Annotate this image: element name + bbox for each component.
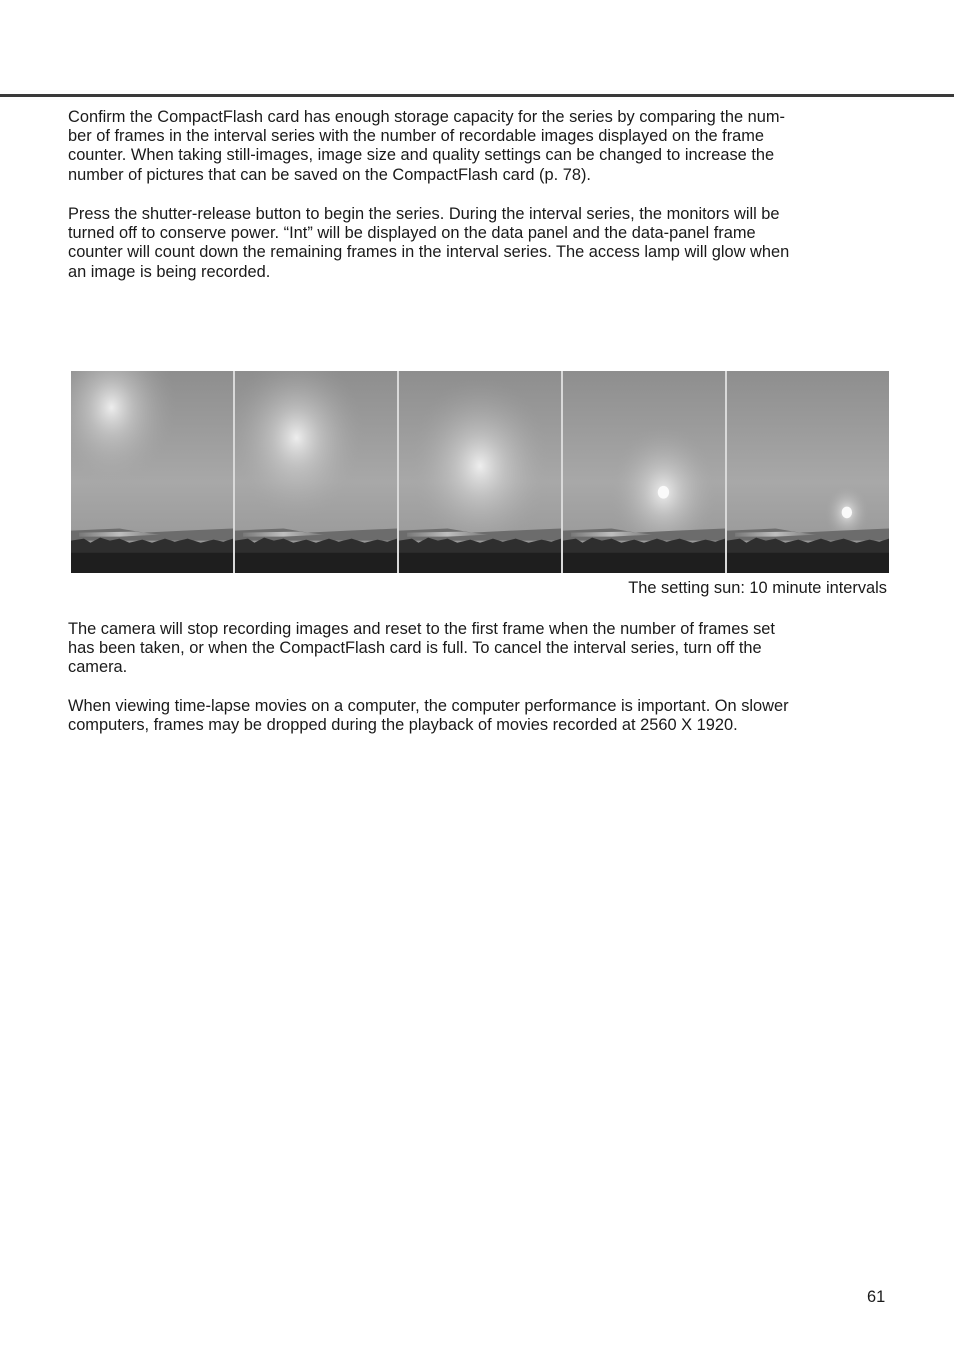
header-rule	[0, 94, 954, 97]
text-line: computers, frames may be dropped during the playback of movies recorded at 2560 X 1920.	[68, 716, 738, 735]
text-line: ber of frames in the interval series with the number of recordable images displayed on the frame	[68, 127, 765, 146]
text-line: has been taken, or when the CompactFlash card is full. To cancel the interval series, turn off the	[68, 639, 762, 658]
text-line: When viewing time-lapse movies on a computer, the computer performance is important. On slower	[68, 697, 789, 715]
text-line: number of pictures that can be saved on the CompactFlash card (p. 78).	[68, 165, 591, 184]
text-line: an image is being recorded.	[68, 262, 271, 281]
sunset-photo-frame	[235, 371, 397, 573]
sunset-photo-strip	[71, 371, 889, 573]
text-line: counter. When taking still-images, image size and quality settings can be changed to increase the	[68, 146, 775, 165]
paragraph-storage-capacity	[68, 108, 888, 185]
paragraph-computer-performance	[68, 697, 888, 735]
sunset-photo-frame	[727, 371, 889, 573]
text-line: Confirm the CompactFlash card has enough storage capacity for the series by comparing the num-	[68, 108, 785, 126]
sunset-photo-frame	[399, 371, 561, 573]
text-line: counter will count down the remaining frames in the interval series. The access lamp will glow when	[68, 243, 790, 262]
text-line: Press the shutter-release button to begin the series. During the interval series, the monitors will be	[68, 205, 780, 223]
sunset-photo-frame	[71, 371, 233, 573]
paragraph-begin-series	[68, 205, 888, 282]
paragraph-stop-recording	[68, 620, 888, 678]
text-line: turned off to conserve power. “Int” will be displayed on the data panel and the data-panel frame	[68, 224, 756, 243]
text-line: The camera will stop recording images and reset to the first frame when the number of frames set	[68, 620, 775, 638]
page-number: 61	[867, 1288, 886, 1306]
text-line: camera.	[68, 658, 128, 677]
sunset-photo-frame	[563, 371, 725, 573]
figure-caption: The setting sun: 10 minute intervals	[628, 579, 887, 597]
